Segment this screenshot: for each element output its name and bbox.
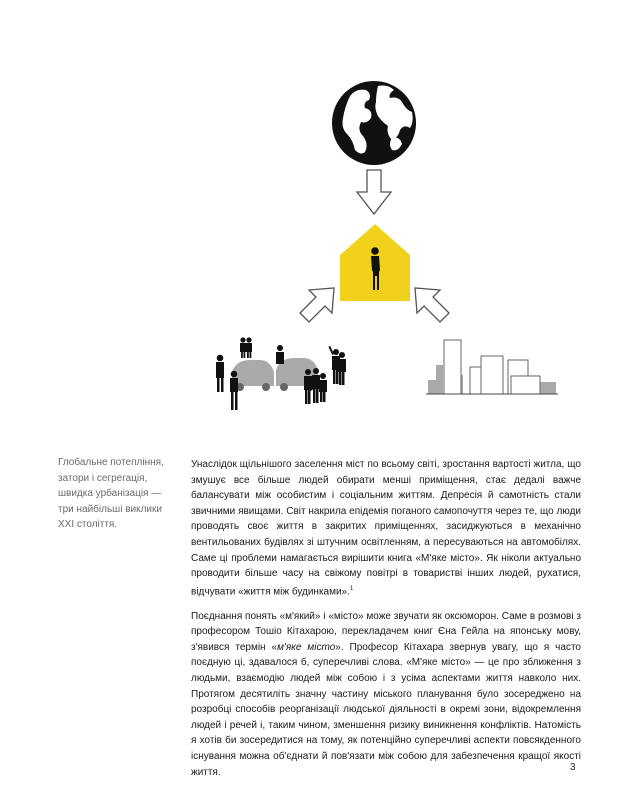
globe-icon	[332, 81, 416, 165]
crowd-cars-icon	[216, 337, 346, 410]
body-text	[191, 457, 581, 789]
paragraph-1-text: Унаслідок щільнішого заселення міст по всьому світі, зростання вартості житла, що змушує все більше людей обирати менші приміщення, стає дедалі важче балансувати між особистим і соціальним життям. Депресія й самотність стали звичними явищами. Світ накрила епідемія поганого самопочуття через те, що люди проводять своє життя в закритих приміщеннях, засиджуються в механічно вентильованих будівлях зі штучним освітленням, а пересуваються на автомобілях. Саме ці проблеми намагається вирішити книга «М'яке місто». Як ніколи актуально проводити більше часу на свіжому повітрі в товаристві інших людей, рухатися, відчувати «життя між будинками».	[191, 459, 581, 598]
page-number: 3	[570, 762, 576, 773]
paragraph-2	[191, 609, 581, 781]
paragraph-2-term: м'яке місто	[277, 641, 336, 653]
arrow-up-right-icon	[300, 288, 334, 322]
city-bars-icon	[426, 340, 558, 394]
paragraph-2-text-b: ». Професор Кітахара звернув увагу, що я часто поєдную ці, здавалося б, суперечливі слова. «М'яке місто» — це про зближення з людьми, взаємодію людей між собою і з усіма аспектами життя навколо них. Протягом десятиліть значну частину міського планування було зосереджено на розробці способів реорганізації людської діяльності в окремі зони, відокремлення людей і речей і, таким чином, зменшення ризику виникнення конфліктів. Натомість я хотів би зосередитися на тому, як потенційно суперечливі аспекти повсякденного існування можна об'єднати й пов'язати між собою для забезпечення кращої якості життя.	[191, 641, 581, 778]
arrow-up-left-icon	[415, 288, 449, 322]
house-person-icon	[340, 224, 410, 301]
paragraph-1	[191, 457, 581, 600]
sidebar-note: Глобальне потепління, затори і сегрегація, швидка урбанізація — три найбільші виклики XXI століття.	[58, 457, 164, 530]
arrow-down-icon	[357, 170, 391, 214]
footnote-ref[interactable]: 1	[349, 585, 354, 592]
paragraph-2-text-a: Поєднання понять «м'який» і «місто» може звучати як оксюморон. Саме в розмові з професором Тошіо Кітахарою, перекладачем книг Єна Гейла на японську мову, з'явився термін «	[191, 610, 581, 653]
